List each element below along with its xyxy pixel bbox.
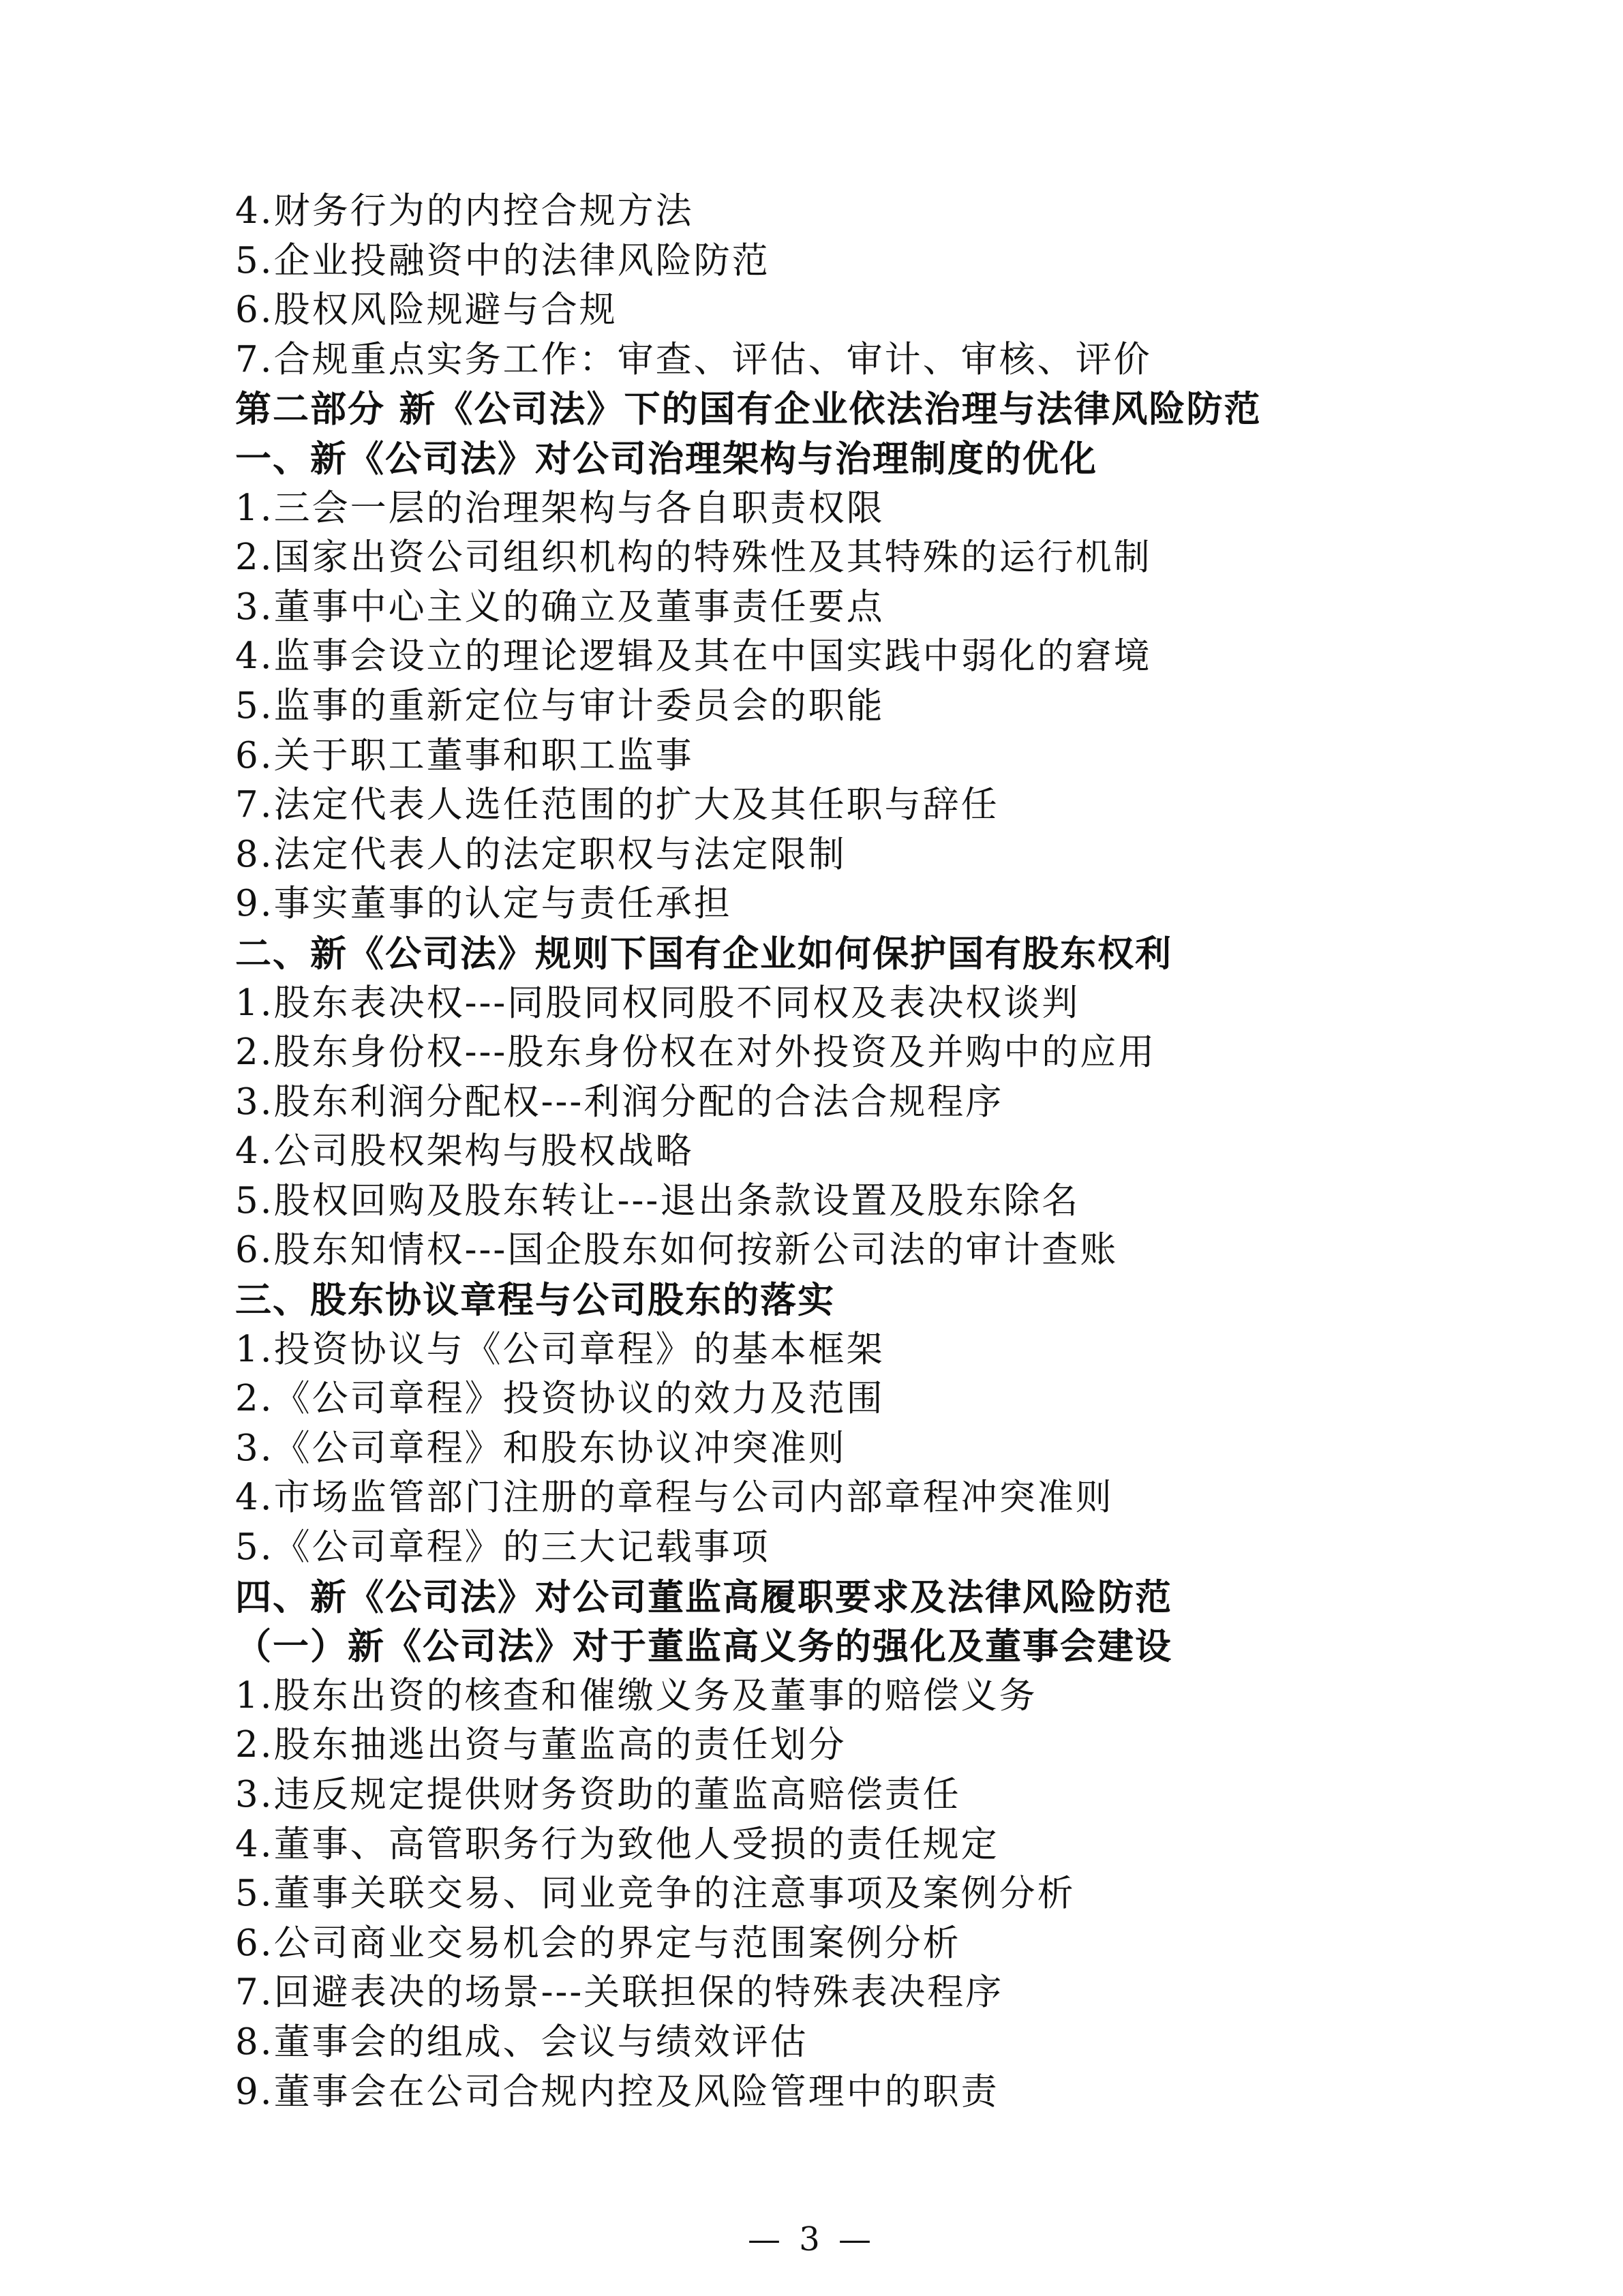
list-item: 9.事实董事的认定与责任承担 [235, 883, 732, 925]
list-item: 6.关于职工董事和职工监事 [235, 734, 694, 776]
list-item: 1.股东出资的核查和催缴义务及董事的赔偿义务 [235, 1674, 1037, 1717]
list-item: 4.董事、高管职务行为致他人受损的责任规定 [235, 1823, 999, 1865]
section-heading: 二、新《公司法》规则下国有企业如何保护国有股东权利 [235, 932, 1172, 975]
list-item: 7.合规重点实务工作：审查、评估、审计、审核、评价 [235, 338, 1152, 380]
list-item: 1.投资协议与《公司章程》的基本框架 [235, 1328, 885, 1370]
list-item: 4.市场监管部门注册的章程与公司内部章程冲突准则 [235, 1477, 1114, 1519]
page-number: — 3 — [747, 2220, 876, 2259]
list-item: 3.违反规定提供财务资助的董监高赔偿责任 [235, 1774, 961, 1815]
list-item: 6.股东知情权---国企股东如何按新公司法的审计查账 [235, 1229, 1119, 1271]
list-item: 5.《公司章程》的三大记载事项 [235, 1526, 770, 1569]
list-item: 6.股权风险规避与合规 [235, 289, 618, 331]
list-item: 9.董事会在公司合规内控及风险管理中的职责 [235, 2070, 999, 2113]
subsection-heading: （一）新《公司法》对于董监高义务的强化及董事会建设 [235, 1625, 1172, 1668]
list-item: 4.公司股权架构与股权战略 [235, 1130, 694, 1173]
list-item: 5.企业投融资中的法律风险防范 [235, 239, 770, 282]
list-item: 3.《公司章程》和股东协议冲突准则 [235, 1427, 847, 1469]
list-item: 5.监事的重新定位与审计委员会的职能 [235, 684, 885, 727]
list-item: 4.监事会设立的理论逻辑及其在中国实践中弱化的窘境 [235, 635, 1152, 678]
list-item: 3.股东利润分配权---利润分配的合法合规程序 [235, 1081, 1004, 1123]
section-heading: 四、新《公司法》对公司董监高履职要求及法律风险防范 [235, 1575, 1172, 1618]
part-heading: 第二部分 新《公司法》下的国有企业依法治理与法律风险防范 [235, 388, 1262, 431]
list-item: 5.董事关联交易、同业竞争的注意事项及案例分析 [235, 1873, 1076, 1915]
list-item: 3.董事中心主义的确立及董事责任要点 [235, 586, 885, 628]
list-item: 1.股东表决权---同股同权同股不同权及表决权谈判 [235, 982, 1080, 1024]
list-item: 2.股东身份权---股东身份权在对外投资及并购中的应用 [235, 1031, 1157, 1074]
list-item: 2.国家出资公司组织机构的特殊性及其特殊的运行机制 [235, 537, 1152, 579]
section-heading: 一、新《公司法》对公司治理架构与治理制度的优化 [235, 437, 1097, 480]
list-item: 7.回避表决的场景---关联担保的特殊表决程序 [235, 1972, 1004, 2014]
list-item: 8.董事会的组成、会议与绩效评估 [235, 2021, 808, 2063]
list-item: 2.《公司章程》投资协议的效力及范围 [235, 1378, 885, 1420]
document-body [235, 187, 1394, 2117]
list-item: 7.法定代表人选任范围的扩大及其任职与辞任 [235, 784, 999, 826]
list-item: 6.公司商业交易机会的界定与范围案例分析 [235, 1922, 961, 1964]
list-item: 4.财务行为的内控合规方法 [235, 190, 694, 232]
list-item: 1.三会一层的治理架构与各自职责权限 [235, 487, 885, 529]
list-item: 8.法定代表人的法定职权与法定限制 [235, 833, 847, 875]
list-item: 5.股权回购及股东转让---退出条款设置及股东除名 [235, 1179, 1080, 1222]
list-item: 2.股东抽逃出资与董监高的责任划分 [235, 1724, 847, 1766]
section-heading: 三、股东协议章程与公司股东的落实 [235, 1279, 835, 1322]
